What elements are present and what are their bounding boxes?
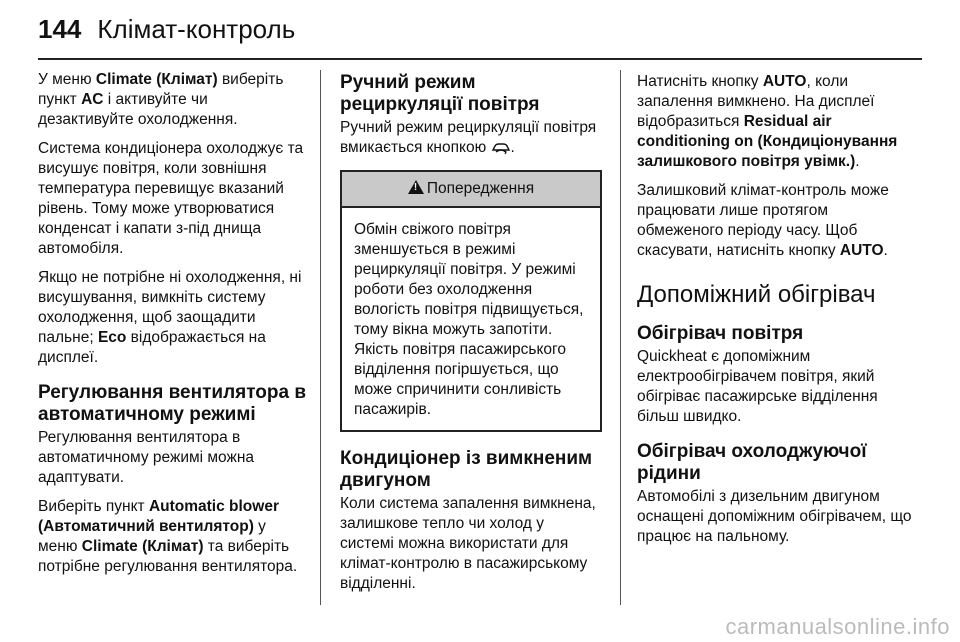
paragraph-fan-adapt: Регулювання вентилятора в автоматичному режимі можна адаптувати. <box>38 429 255 486</box>
page-number: 144 <box>38 14 82 44</box>
paragraph-coolant: Автомобілі з дизельним двигуном оснащені допоміжним обігрівачем, що працює на пальному. <box>637 488 912 545</box>
paragraph-quickheat: Quickheat є допоміжним електрообігрівачем повітря, який обігріває пасажирське відділення більш швидко. <box>637 348 878 425</box>
paragraph-ac: У меню Climate (Клімат) виберіть пункт AC і активуйте чи дезактивуйте охолодження. <box>38 71 284 128</box>
paragraph-eco: Якщо не потрібне ні охолодження, ні висушування, вимкніть систему охолодження, щоб заощадити пальне; Eco відображається на дисплеї. <box>38 269 302 366</box>
paragraph-auto: Натисніть кнопку AUTO, коли запалення вимкнено. На дисплеї відобразиться Residual air conditioning on (Кондиціонування залишкового повітря увімк.). <box>637 73 898 170</box>
heading-aux-heater: Допоміжний обігрівач <box>637 281 876 308</box>
page-header <box>38 14 295 45</box>
warning-header <box>342 172 600 208</box>
warning-text: Обмін свіжого повітря зменшується в режимі рециркуляції повітря. У режимі роботи без охолодження вологість повітря підвищується, тому вікна можуть запотіти. Якість повітря пасажирського відділення погіршується, що може спричинити сонливість пасажирів. <box>354 221 584 418</box>
paragraph-ac-system: Система кондиціонера охолоджує та висушує повітря, коли зовнішня температура перевищує вказаний рівень. Тому може утворюватися конденсат і капати з-під днища автомобіля. <box>38 140 304 257</box>
warning-triangle-icon <box>408 180 424 194</box>
paragraph-engine-off: Коли система запалення вимкнена, залишкове тепло чи холод у системі можна використати для клімат-контролю в пасажирському відділенні. <box>340 495 596 592</box>
column-divider-1 <box>320 70 321 605</box>
heading-coolant-heater: Обігрівач охолоджуючої рідини <box>637 441 867 484</box>
page-title: Клімат-контроль <box>97 14 296 44</box>
paragraph-recirculation: Ручний режим рециркуляції повітря вмикається кнопкою . <box>340 119 597 156</box>
warning-title: Попередження <box>426 180 535 197</box>
header-rule <box>38 58 922 60</box>
paragraph-residual: Залишковий клімат-контроль може працювати лише протягом обмеженого періоду часу. Щоб скасувати, натисніть кнопку AUTO. <box>637 182 889 259</box>
heading-engine-off: Кондиціонер із вимкненим двигуном <box>340 448 593 491</box>
watermark: carmanualsonline.info <box>725 614 950 639</box>
recirculation-car-icon <box>491 141 511 155</box>
column-1 <box>38 70 306 586</box>
column-divider-2 <box>620 70 621 605</box>
heading-recirculation: Ручний режим рециркуляції повітря <box>340 72 540 115</box>
paragraph-fan-select: Виберіть пункт Automatic blower (Автоматичний вентилятор) у меню Climate (Клімат) та виберіть потрібне регулювання вентилятора. <box>38 498 298 575</box>
warning-box <box>340 170 602 432</box>
heading-fan-auto: Регулювання вентилятора в автоматичному режимі <box>38 382 307 425</box>
column-2 <box>340 72 602 603</box>
column-3 <box>637 72 912 556</box>
heading-air-heater: Обігрівач повітря <box>637 323 804 344</box>
